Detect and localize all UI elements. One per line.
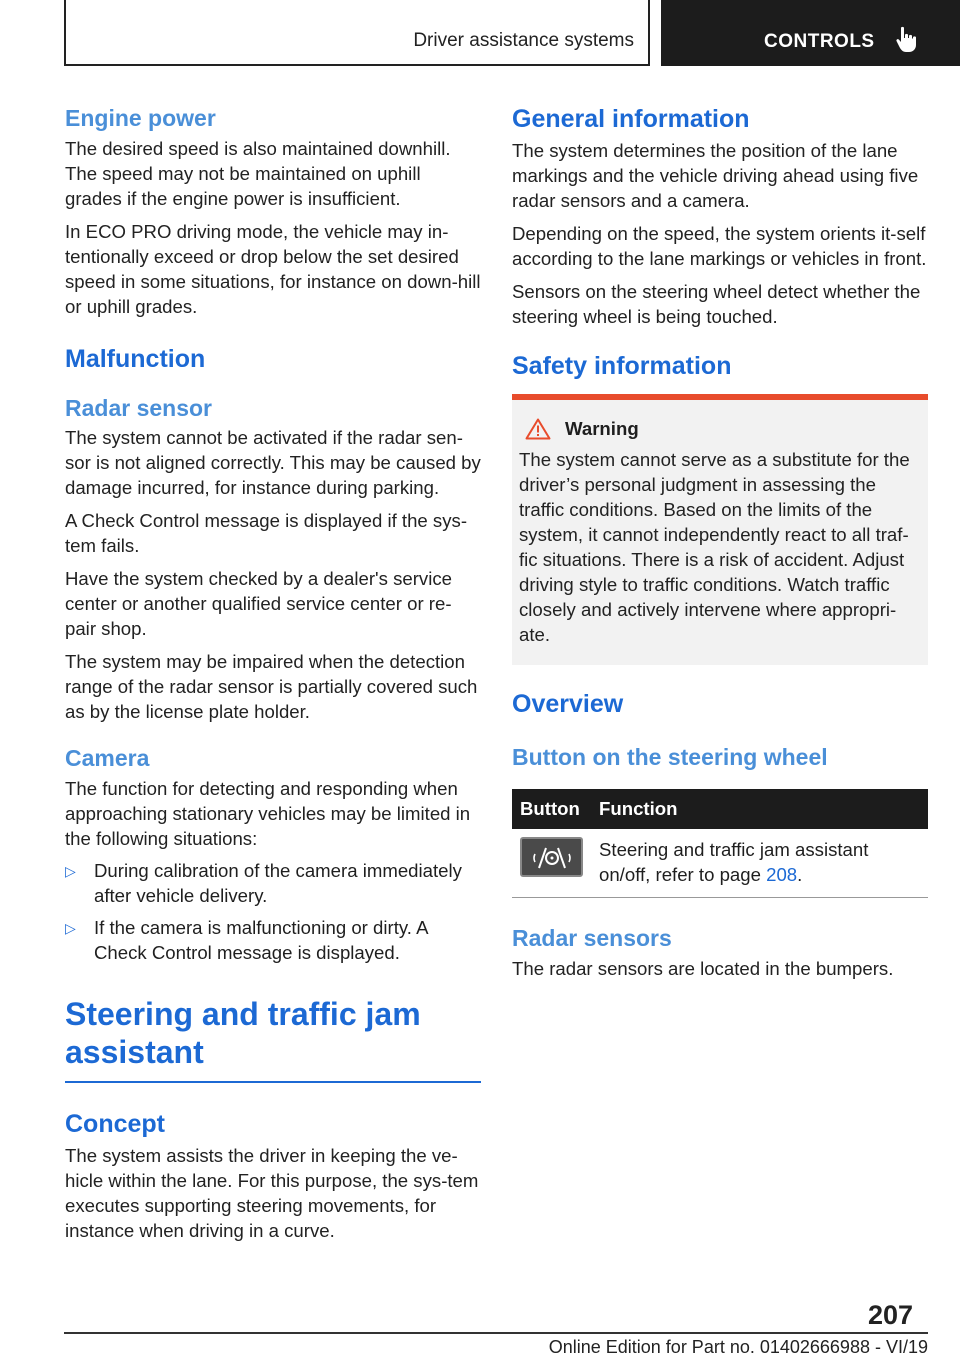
general-information-heading: General information (512, 105, 750, 133)
lane-assist-button-icon (520, 837, 583, 877)
header-chapter-tab (661, 0, 960, 66)
triangle-bullet-icon: ▷ (65, 863, 76, 879)
radar-sensors-paragraph: The radar sensors are located in the bumpers. (512, 958, 894, 979)
list-item (65, 858, 481, 908)
title-divider (65, 1081, 481, 1083)
safety-information-heading: Safety information (512, 352, 732, 380)
radar-sensor-paragraph-1: The system cannot be activated if the radar sen‐sor is not aligned correctly. This may be caused by damage incurred, for instance during parking. (65, 427, 481, 498)
table-row (512, 829, 928, 898)
page-reference-link[interactable]: 208 (766, 864, 798, 885)
table-cell-button (512, 829, 591, 898)
engine-power-paragraph-2: In ECO PRO driving mode, the vehicle may in‐tentionally exceed or drop below the set desired speed in some situations, for instance on down‐hill or uphill grades. (65, 221, 481, 317)
left-column (65, 104, 481, 1243)
steering-assist-icon (530, 844, 574, 870)
warning-triangle-icon (525, 418, 551, 440)
header-chapter-title: CONTROLS (764, 31, 875, 52)
triangle-bullet-icon: ▷ (65, 920, 76, 936)
warning-text: The system cannot serve as a substitute for the driver’s personal judgment in assessing the traffic conditions. Based on the limits of the system, it cannot independently react to all traf‐fic situations. There is a risk of accident. Adjust driving style to traffic conditions. Watch traffic closely and actively intervene where appropri‐ate. (519, 449, 910, 645)
radar-sensor-paragraph-4: The system may be impaired when the detection range of the radar sensor is partially covered such as by the license plate holder. (65, 651, 478, 722)
camera-paragraph-1: The function for detecting and responding when approaching stationary vehicles may be limited in the following situations: (65, 778, 471, 849)
button-function-table (512, 789, 928, 898)
footer-edition: Online Edition for Part no. 01402666988 - VI/19 (548, 1337, 928, 1357)
radar-sensors-heading: Radar sensors (512, 925, 672, 951)
general-paragraph-3: Sensors on the steering wheel detect whether the steering wheel is being touched. (512, 281, 921, 327)
list-item-text: During calibration of the camera immediately after vehicle delivery. (94, 860, 462, 906)
engine-power-paragraph-1: The desired speed is also maintained downhill. The speed may not be maintained on uphill grades if the engine power is insufficient. (65, 138, 451, 209)
column-header-function: Function (591, 789, 928, 829)
radar-sensor-heading: Radar sensor (65, 395, 213, 421)
footer-divider (64, 1332, 928, 1334)
engine-power-heading: Engine power (65, 105, 216, 131)
radar-sensor-paragraph-3: Have the system checked by a dealer's service center or another qualified service center or re‐pair shop. (65, 568, 452, 639)
column-header-button: Button (512, 789, 591, 829)
overview-heading: Overview (512, 690, 624, 718)
list-item (65, 915, 481, 965)
concept-heading: Concept (65, 1110, 165, 1138)
list-item-text: If the camera is malfunctioning or dirty. A Check Control message is displayed. (94, 917, 428, 963)
header-section-tab (64, 0, 650, 66)
general-paragraph-1: The system determines the position of the lane markings and the vehicle driving ahead using five radar sensors and a camera. (512, 140, 919, 211)
main-section-title: Steering and traffic jam assistant (65, 996, 421, 1070)
function-description: Steering and traffic jam assistant on/off, refer to page (599, 839, 869, 885)
table-cell-function (591, 829, 928, 898)
concept-paragraph: The system assists the driver in keeping the ve‐hicle within the lane. For this purpose, the sys‐tem executes supporting steering movements, for instance when driving in a curve. (65, 1145, 479, 1241)
warning-header (519, 418, 920, 440)
warning-title: Warning (565, 418, 639, 439)
warning-box (512, 394, 928, 665)
header-section-title: Driver assistance systems (413, 30, 634, 51)
general-paragraph-2: Depending on the speed, the system orients it‐self according to the lane markings or vehicles in front. (512, 223, 927, 269)
right-column (512, 104, 928, 981)
function-description-end: . (797, 864, 803, 885)
camera-heading: Camera (65, 745, 150, 771)
page-number: 207 (868, 1300, 914, 1330)
pointing-hand-icon (895, 26, 921, 54)
malfunction-heading: Malfunction (65, 345, 206, 373)
radar-sensor-paragraph-2: A Check Control message is displayed if the sys‐tem fails. (65, 510, 468, 556)
steering-button-heading: Button on the steering wheel (512, 744, 828, 770)
